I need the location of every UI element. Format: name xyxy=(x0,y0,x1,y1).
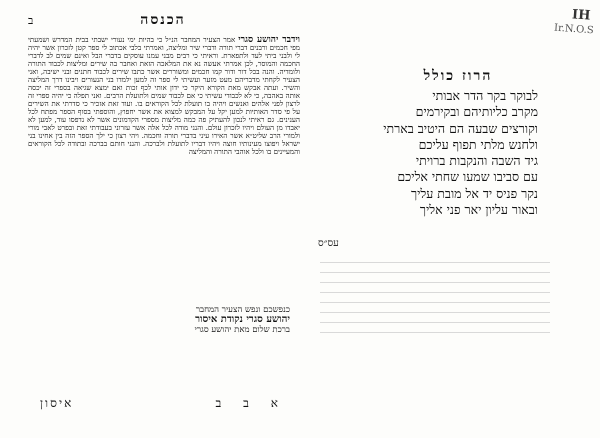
signature-mark: ב xyxy=(215,396,222,410)
signature: יהושע סגרי נקודת איסור xyxy=(195,314,290,325)
poem-line: נקר פניס יד אל מובת עליך xyxy=(411,185,538,201)
page-footer xyxy=(40,396,296,416)
poem-line: לבוקר בקר הדר אבותי xyxy=(432,88,538,103)
introduction-body: אמר הצעיר המחבר הנ״ל כי בהיות ימי נעורי ישבתי בבית המדרש ושמעתי מפי חכמים ורבנים דברי תורה ודברי שיר ומליצה, ואמרתי בלבי אכתוב לי ספר קטן לזכרון אשר יהיה לי ולבני ביתי לעד ולתפארת. וראיתי כי רבים מבני עמנו עוסקים בדברי הבל ואינם שמים לב לדברי החכמה והמוסר, לכן אמרתי אעשה נא את המלאכה הזאת ואחבר בה שירים ומליצות לכבוד התורה ולומדיה. והנה בכל דור ודור קמו חכמים ומשוררים אשר כתבו שירים לכבוד חתנים ובני ישיבה, ואני הצעיר לקחתי מדבריהם מעט מזער ועשיתי לי ספר זה למען ילמדו בני הנעורים ויבינו דרך המליצה והשיר. ועתה אבקש מאת הקורא היקר כי ידון אותי לכף זכות ואם ימצא שגיאה בספרי זה יכסה אותה באהבה, כי לא לכבודי עשיתי כי אם לכבוד שמים ולתועלת הרבים. ואני תפלה כי יהיה ספרי זה לרצון לפני אלהים ואנשים ויהיה בו תועלת לכל הקוראים בו. ועוד זאת אזכיר כי סדרתי את השירים על פי סדר האותיות למען יקל על המבקש למצוא את אשר יחפוץ, והוספתי בסוף הספר מפתח לכל הענינים. גם ראיתי לנכון להעתיק פה כמה מליצות מספרי הקדמונים אשר לא נדפסו עוד, למען לא יאבדו מן העולם ויהיו לזכרון עולם. והנני מודה לכל אלה אשר עזרוני בעבודתי זאת ובפרט לאבי מורי ולמורי הרב שליט״א אשר האירו עיני בדברי תורה וחכמה. ויהי רצון כי ילך הספר הזה בין אחינו בני ישראל ויפוצו מעינותיו חוצה ויהיו דבריו לתועלת ולברכה. והנני חותם בברכה ובתודה לכל הקוראים והמעיינים בו ולכל אוהבי התורה והמליצה xyxy=(28,36,300,156)
page-number: ב xyxy=(28,14,34,27)
signature-lead: כנפשכם ונפש הצעיר המחבר xyxy=(195,305,290,315)
introduction-lead: וידבר יהושע סגרי xyxy=(238,36,300,45)
page-title: הכנסה xyxy=(140,12,186,28)
signature-mark: ב xyxy=(243,396,249,410)
page-header xyxy=(28,12,298,32)
right-page xyxy=(300,0,600,438)
footer-catchword: איסון xyxy=(40,396,74,410)
catalog-mark: IH xyxy=(571,7,591,24)
poem-line: וקורצים שבעה הם היטיב בארתי xyxy=(383,120,538,136)
poem xyxy=(330,88,538,218)
signature-marks xyxy=(198,396,278,411)
closing-line: ברכת שלום מאת יהושע סגרי xyxy=(194,325,290,335)
poem-line: ובאור עליון יאר פני אליך xyxy=(419,202,538,218)
signature-mark: א xyxy=(270,396,278,410)
signature-block xyxy=(40,305,290,335)
poem-line: גיד השבה והנקבות ברויתי xyxy=(415,153,538,169)
introduction-text xyxy=(28,36,300,334)
poem-line: ולחנש מלתי תפוף עליכם xyxy=(418,136,538,152)
signoff: עס״ס xyxy=(318,238,339,249)
poem-line: עם סביבו שמעו שחתי אליכם xyxy=(397,169,538,185)
poem-title: הרוז כולל xyxy=(423,68,493,84)
poem-line: מקרב כליותיהם ובקירמים xyxy=(415,104,538,120)
show-through-text xyxy=(320,262,550,432)
catalog-number: Ir.N.O.S xyxy=(553,22,595,37)
